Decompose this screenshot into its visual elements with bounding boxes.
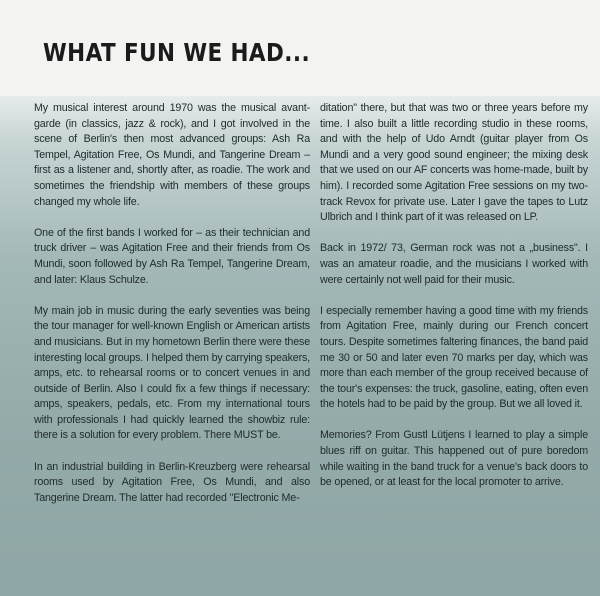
page-title: WHAT FUN WE HAD... xyxy=(43,38,311,67)
right-column xyxy=(320,101,588,506)
paragraph: Memories? From Gustl Lütjens I learned to play a simple blues riff on guitar. This happened out of pure boredom while waiting in the band truck for a venue's back doors to be opened, or at least for the local promoter to arrive. xyxy=(320,429,588,489)
paragraph: My musical interest around 1970 was the musical avant-garde (in classics, jazz & rock), and I got involved in the scene of Berlin's then most advanced groups: Ash Ra Tempel, Agitation Free, Os Mundi, and Tangerine Dream – first as a listener and, shortly after, as roadie. The work and sometimes the friendship with members of these groups changed my whole life. xyxy=(34,102,310,208)
paragraph: One of the first bands I worked for – as their technician and truck driver – was Agitation Free and their friends from Os Mundi, soon followed by Ash Ra Tempel, Tangerine Dream, and later: Klaus Schulze. xyxy=(34,226,310,286)
paragraph: I especially remember having a good time with my friends from Agitation Free, mainly during our French concert tours. Despite sometimes faltering finances, the band paid me 30 or 50 and later even 70 marks per day, which was more than each member of the group received because of the tour's expenses: the truck, gasoline, eating, often even the hotels had to be paid by the group. But we all loved it. xyxy=(320,304,588,411)
left-column xyxy=(34,101,310,522)
paragraph: In an industrial building in Berlin-Kreuzberg were rehearsal rooms used by Agitation Free, Os Mundi, and also Tangerine Dream. The latter had recorded "Electronic Me- xyxy=(34,460,310,504)
paragraph: My main job in music during the early seventies was being the tour manager for well-known English or American artists and musicians. But in my hometown Berlin there were these interesting local groups. I helped them by carrying speakers, amps, etc. to rehearsal rooms or to concert venues in and outside of Berlin. Also I could fix a few things if necessary: amps, speakers, pedals, etc. From my international tours with professionals I had quickly learned the showbiz rule: there is a solution for every problem. There MUST be. xyxy=(34,304,310,442)
paragraph: Back in 1972/ 73, German rock was not a „business". I was an amateur roadie, and the musicians I worked with were certainly not well paid for their music. xyxy=(320,242,588,286)
paragraph: ditation" there, but that was two or three years before my time. I also built a little recording studio in these rooms, and with the help of Udo Arndt (guitar player from Os Mundi and a very good sound engineer; the mixing desk that we used on our AF concerts was home-made, built by him). I recorded some Agitation Free sessions on my two-track Revox for private use. Later I gave the tapes to Lutz Ulbrich and I think part of it was released on LP. xyxy=(320,102,588,224)
